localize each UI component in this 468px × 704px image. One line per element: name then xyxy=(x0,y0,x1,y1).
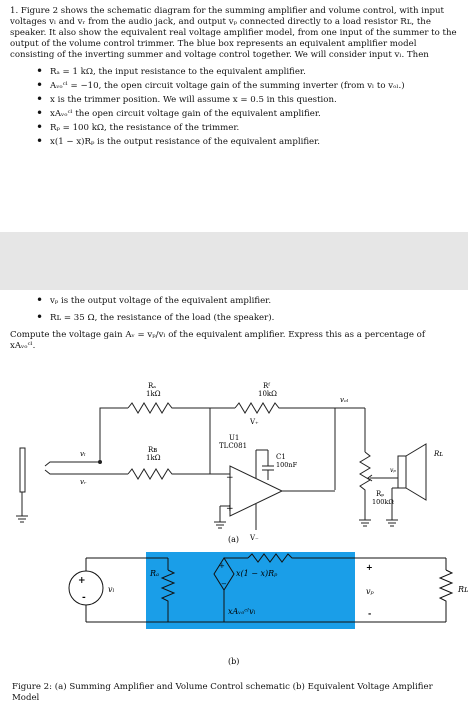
problem-text xyxy=(10,6,460,151)
list-item: • Rₚ = 100 kΩ, the resistance of the trimmer. xyxy=(50,123,460,134)
src-plus: + xyxy=(219,562,225,570)
list-item: • Rₐ = 1 kΩ, the input resistance to the equivalent amplifier. xyxy=(50,67,460,78)
list-item: • Rʟ = 35 Ω, the resistance of the load (the speaker). xyxy=(50,313,460,324)
voltage-source-icon xyxy=(69,571,103,605)
c1-value: 100nF xyxy=(276,461,298,469)
rl-label-b: Rʟ xyxy=(458,585,468,594)
subfig-a-label: (a) xyxy=(228,535,240,544)
ra-label-b: Rₐ xyxy=(150,569,160,578)
u1-part: TLC081 xyxy=(219,442,248,450)
schematic-b xyxy=(0,548,468,672)
src-plus-label: + xyxy=(78,576,86,586)
continued-text xyxy=(10,296,460,361)
c1-label: C1 xyxy=(276,453,286,461)
minus-sign: − xyxy=(226,473,234,483)
src-minus: − xyxy=(221,580,227,588)
rp-value: 100kΩ xyxy=(372,498,394,506)
list-item: • x(1 − x)Rₚ is the output resistance of the equivalent amplifier. xyxy=(50,137,460,148)
problem-intro: 1. Figure 2 shows the schematic diagram for the summing amplifier and volume control, with input voltages vₗ and vᵣ from the audio jack, and output vₚ connected directly to a load resistor Rʟ, the speaker. It also show the equivalent real voltage amplifier model, from one input of the summer to the output of the volume control trimmer. The blue box represents an equivalent amplifier model consisting of the inverting summer and voltage control together. We will consider input vₗ. Then xyxy=(10,6,457,60)
definition-list-continued xyxy=(10,296,460,324)
list-item: • Aᵥₒᶜˡ = −10, the open circuit voltage gain of the summing inverter (from vₗ to vₒₗ.) xyxy=(50,81,460,92)
rb-label: Rʙ xyxy=(148,446,158,454)
dep-src-label: xAᵥₒᶜˡvₗ xyxy=(228,607,256,616)
ra-label: Rₐ xyxy=(148,382,156,390)
vl-label: vₗ xyxy=(80,450,86,458)
speaker-icon xyxy=(398,444,426,500)
audio-jack-icon xyxy=(20,448,25,492)
vr-label: vᵣ xyxy=(80,478,87,486)
rb-value: 1kΩ xyxy=(146,454,161,462)
vp-label: vₚ xyxy=(390,467,396,474)
ra-value: 1kΩ xyxy=(146,390,161,398)
schematic-a xyxy=(0,370,468,550)
vol-label: vₒₗ xyxy=(340,396,349,404)
vp-minus: - xyxy=(368,608,372,618)
list-item: • xAᵥₒᶜˡ the open circuit voltage gain of the equivalent amplifier. xyxy=(50,109,460,120)
vp-label-b: vₚ xyxy=(366,587,374,596)
list-item: • vₚ is the output voltage of the equivalent amplifier. xyxy=(50,296,460,307)
figure-caption: Figure 2: (a) Summing Amplifier and Volume Control schematic (b) Equivalent Voltage Amplifier Model xyxy=(12,681,433,703)
list-item: • x is the trimmer position. We will assume x = 0.5 in this question. xyxy=(50,95,460,106)
rf-label: Rᶠ xyxy=(263,382,270,390)
rout-label: x(1 − x)Rₚ xyxy=(236,569,278,578)
subfig-b-label: (b) xyxy=(228,657,240,666)
question-prompt: Compute the voltage gain Aᵥ = vₚ/vₗ of the equivalent amplifier. Express this as a percentage of xAᵥₒᶜˡ. xyxy=(10,330,426,351)
definition-list xyxy=(10,67,460,148)
rl-label: Rʟ xyxy=(434,450,444,458)
rf-value: 10kΩ xyxy=(258,390,277,398)
u1-label: U1 xyxy=(229,434,240,442)
plus-sign: + xyxy=(226,504,234,514)
vp-plus: + xyxy=(366,562,373,572)
vminus-label: V₋ xyxy=(250,534,259,542)
page-gap xyxy=(0,232,468,290)
vl-label-b: vₗ xyxy=(108,585,115,594)
equivalent-amp-box xyxy=(146,552,355,629)
src-minus-label: - xyxy=(82,593,86,603)
vplus-label: V₊ xyxy=(250,418,259,426)
rp-label: Rₚ xyxy=(376,490,385,498)
